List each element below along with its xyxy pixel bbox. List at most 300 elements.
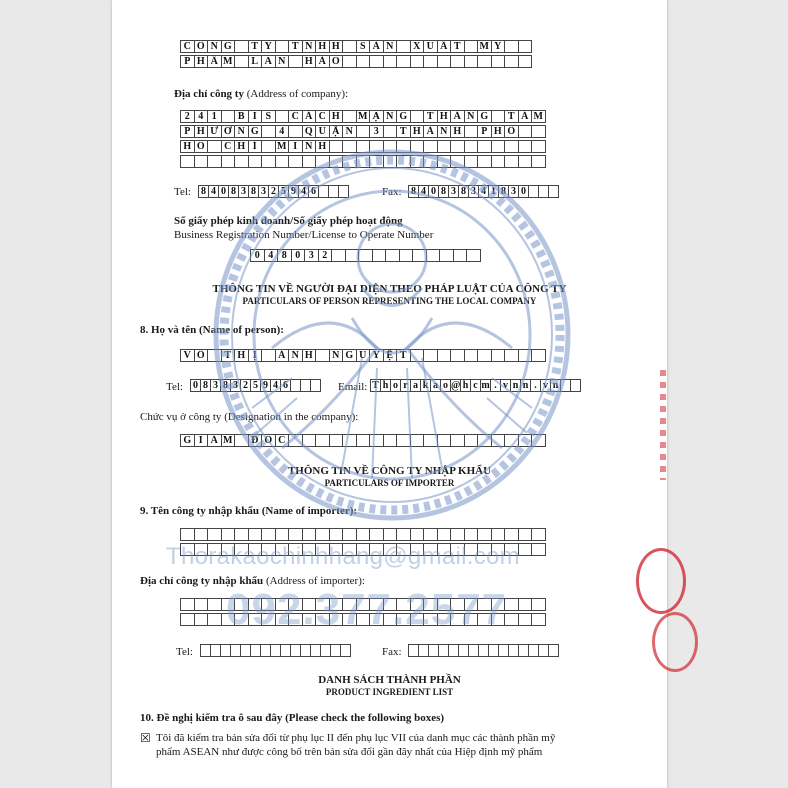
form-cell — [450, 155, 465, 168]
form-cell: V — [180, 349, 195, 362]
importer-name-row-1 — [180, 528, 545, 541]
form-cell: H — [302, 55, 317, 68]
form-cell — [437, 434, 452, 447]
form-cell — [302, 528, 317, 541]
form-cell: M — [531, 110, 546, 123]
form-cell: A — [261, 55, 276, 68]
address-row-3 — [180, 140, 545, 153]
form-cell — [504, 434, 519, 447]
address-row-2 — [180, 125, 545, 138]
form-cell: Ồ — [194, 140, 209, 153]
form-cell — [315, 155, 330, 168]
form-cell: N — [342, 125, 357, 138]
address-row-1 — [180, 110, 545, 123]
form-cell: H — [180, 140, 195, 153]
form-cell: T — [504, 110, 519, 123]
form-cell — [261, 155, 276, 168]
form-cell: T — [248, 40, 263, 53]
form-cell: 4 — [275, 125, 290, 138]
form-cell — [477, 528, 492, 541]
form-cell — [491, 140, 506, 153]
form-cell: U — [356, 349, 371, 362]
form-cell — [423, 140, 438, 153]
document-page — [112, 0, 667, 788]
form-cell: 4 — [298, 185, 309, 198]
form-cell: H — [315, 140, 330, 153]
form-cell: G — [180, 434, 195, 447]
form-cell — [383, 55, 398, 68]
form-cell — [531, 613, 546, 626]
form-cell: Y — [369, 349, 384, 362]
form-cell: M — [356, 110, 371, 123]
form-cell: X — [410, 40, 425, 53]
form-cell — [464, 155, 479, 168]
form-cell: 0 — [190, 379, 201, 392]
form-cell: 2 — [240, 379, 251, 392]
form-cell: Ố — [261, 434, 276, 447]
form-cell: Í — [248, 140, 263, 153]
form-cell — [518, 598, 533, 611]
form-cell — [410, 434, 425, 447]
form-cell — [477, 349, 492, 362]
form-cell — [396, 40, 411, 53]
form-cell: 8 — [248, 185, 259, 198]
form-cell — [345, 249, 360, 262]
importer-fax-cells — [408, 644, 558, 657]
fax-cells — [408, 185, 558, 198]
form-cell: N — [383, 110, 398, 123]
form-cell: @ — [451, 380, 461, 391]
form-cell — [180, 598, 195, 611]
red-stamp-edge-icon — [660, 370, 666, 480]
form-cell: H — [329, 110, 344, 123]
form-cell: 4 — [194, 110, 209, 123]
form-cell — [261, 528, 276, 541]
form-cell — [531, 125, 546, 138]
form-cell — [369, 528, 384, 541]
form-cell — [288, 434, 303, 447]
form-cell: M — [275, 140, 290, 153]
form-cell — [342, 155, 357, 168]
form-cell — [504, 528, 519, 541]
form-cell: . — [530, 379, 541, 392]
form-cell — [356, 140, 371, 153]
form-cell — [302, 434, 317, 447]
form-cell: 4 — [264, 249, 279, 262]
form-cell: C — [275, 434, 290, 447]
form-cell: N — [207, 40, 222, 53]
form-cell: Á — [518, 110, 533, 123]
form-cell — [369, 155, 384, 168]
form-cell — [356, 434, 371, 447]
form-cell: T — [221, 349, 236, 362]
form-cell — [207, 528, 222, 541]
form-cell — [248, 155, 263, 168]
form-cell — [207, 598, 222, 611]
item-10-label: 10. Đề nghị kiểm tra ô sau đây (Please check the following boxes) — [140, 712, 445, 724]
form-cell — [477, 434, 492, 447]
form-cell — [464, 125, 479, 138]
form-cell — [464, 349, 479, 362]
form-cell: Á — [450, 110, 465, 123]
form-cell: I — [248, 110, 263, 123]
form-cell: U — [315, 125, 330, 138]
form-cell: 9 — [288, 185, 299, 198]
form-cell: Á — [302, 110, 317, 123]
form-cell: c — [470, 379, 481, 392]
form-cell: G — [396, 110, 411, 123]
representative-title-en: PARTICULARS OF PERSON REPRESENTING THE LOCAL COMPANY — [242, 296, 537, 306]
form-cell — [315, 349, 330, 362]
form-cell — [423, 155, 438, 168]
form-cell: 3 — [238, 185, 249, 198]
form-cell — [410, 140, 425, 153]
form-cell — [356, 125, 371, 138]
form-cell: m — [481, 380, 490, 391]
person-tel-label: Tel: — [166, 381, 183, 393]
form-cell — [466, 249, 481, 262]
form-cell: 8 — [220, 379, 231, 392]
form-cell: k — [420, 379, 431, 392]
form-cell — [437, 155, 452, 168]
form-cell — [531, 155, 546, 168]
form-cell: r — [400, 379, 411, 392]
form-cell: O — [329, 55, 344, 68]
form-cell — [356, 155, 371, 168]
form-cell: 0 — [518, 185, 529, 198]
importer-tel-label: Tel: — [176, 646, 193, 658]
form-cell: H — [194, 125, 209, 138]
form-cell: 8 — [408, 185, 419, 198]
form-cell: h — [380, 379, 391, 392]
importer-name-label: 9. Tên công ty nhập khẩu (Name of importer): — [140, 505, 358, 517]
form-cell — [194, 155, 209, 168]
form-cell — [412, 249, 427, 262]
form-cell — [531, 543, 546, 556]
form-cell: C — [315, 110, 330, 123]
form-cell: Ỹ — [491, 40, 506, 53]
watermark-email: Thorakaochinhhang@gmail.com — [166, 543, 520, 570]
form-cell: M — [221, 434, 236, 447]
form-cell — [437, 528, 452, 541]
form-cell: 8 — [277, 249, 292, 262]
form-cell: M — [221, 55, 236, 68]
form-cell — [302, 155, 317, 168]
form-cell: 3 — [258, 185, 269, 198]
tel-label: Tel: — [174, 186, 191, 198]
form-cell: 4 — [418, 185, 429, 198]
form-cell: M — [477, 40, 492, 53]
form-cell: Ờ — [221, 125, 236, 138]
form-cell: 5 — [250, 379, 261, 392]
form-cell: 8 — [458, 185, 469, 198]
form-cell: N — [437, 125, 452, 138]
form-cell — [518, 55, 533, 68]
form-cell: P — [180, 125, 195, 138]
form-cell — [423, 55, 438, 68]
representative-title-vi: THÔNG TIN VỀ NGƯỜI ĐẠI DIỆN THEO PHÁP LUẬT CỦA CÔNG TY — [212, 283, 567, 295]
form-cell — [491, 55, 506, 68]
form-cell: T — [370, 379, 381, 392]
form-cell — [531, 434, 546, 447]
form-cell: 3 — [508, 185, 519, 198]
form-cell — [369, 434, 384, 447]
form-cell — [234, 55, 249, 68]
form-cell — [491, 434, 506, 447]
form-cell — [383, 155, 398, 168]
form-cell: H — [315, 40, 330, 53]
form-cell — [491, 110, 506, 123]
form-cell — [464, 140, 479, 153]
person-tel-cells — [190, 379, 320, 392]
form-cell: Á — [275, 349, 290, 362]
form-cell: H — [491, 125, 506, 138]
form-cell — [410, 349, 425, 362]
form-cell — [504, 140, 519, 153]
form-cell: Q — [302, 125, 317, 138]
form-cell — [369, 55, 384, 68]
form-cell — [315, 528, 330, 541]
form-cell — [477, 155, 492, 168]
form-cell — [423, 528, 438, 541]
red-stamp-icon — [652, 612, 698, 672]
form-cell: 1 — [207, 110, 222, 123]
form-cell: v — [540, 379, 551, 392]
form-cell: B — [234, 110, 249, 123]
form-cell — [396, 434, 411, 447]
form-cell: C — [288, 110, 303, 123]
form-cell — [221, 155, 236, 168]
form-cell — [338, 185, 349, 198]
form-cell: I — [288, 140, 303, 153]
form-cell — [396, 55, 411, 68]
form-cell: N — [302, 40, 317, 53]
person-email-cells — [370, 379, 580, 392]
form-cell — [518, 528, 533, 541]
form-cell: o — [390, 379, 401, 392]
form-cell — [477, 55, 492, 68]
form-cell — [399, 249, 414, 262]
form-cell: 8 — [200, 379, 211, 392]
form-cell — [491, 349, 506, 362]
form-cell: N — [288, 349, 303, 362]
form-cell — [437, 349, 452, 362]
checked-box-icon[interactable]: ☒ — [140, 731, 151, 745]
form-cell: 0 — [428, 185, 439, 198]
form-cell — [234, 528, 249, 541]
form-cell: 4 — [270, 379, 281, 392]
form-cell: U — [423, 40, 438, 53]
form-cell — [410, 55, 425, 68]
form-cell — [340, 644, 351, 657]
form-cell: H — [437, 110, 452, 123]
form-cell: 3 — [210, 379, 221, 392]
form-cell: 8 — [438, 185, 449, 198]
form-cell — [288, 55, 303, 68]
form-cell — [221, 528, 236, 541]
ingredient-title-en: PRODUCT INGREDIENT LIST — [325, 687, 454, 697]
form-cell — [180, 613, 195, 626]
form-cell — [234, 40, 249, 53]
form-cell: L — [248, 55, 263, 68]
form-cell: Ậ — [329, 125, 344, 138]
form-cell — [450, 55, 465, 68]
form-cell: N — [275, 55, 290, 68]
form-cell — [261, 125, 276, 138]
form-cell: Ẩ — [207, 55, 222, 68]
form-cell — [261, 140, 276, 153]
form-cell — [518, 155, 533, 168]
form-cell — [383, 125, 398, 138]
person-email-label: Email: — [338, 381, 368, 393]
form-cell — [464, 434, 479, 447]
form-cell — [437, 140, 452, 153]
form-cell: G — [248, 125, 263, 138]
form-cell — [342, 140, 357, 153]
form-cell — [194, 528, 209, 541]
form-cell: 4 — [208, 185, 219, 198]
form-cell — [248, 528, 263, 541]
form-cell: C — [180, 40, 195, 53]
form-cell — [518, 40, 533, 53]
form-cell — [548, 644, 559, 657]
form-cell: G — [342, 349, 357, 362]
form-cell — [275, 110, 290, 123]
form-cell: Đ — [248, 434, 263, 447]
checkbox-text-line-1: Tôi đã kiểm tra bản sửa đổi từ phụ lục II đến phụ lục VII của danh mục các thành phần mỹ — [156, 732, 556, 744]
form-cell: 6 — [308, 185, 319, 198]
form-cell — [288, 155, 303, 168]
form-cell: H — [450, 125, 465, 138]
form-cell — [504, 155, 519, 168]
form-cell — [383, 434, 398, 447]
form-cell: N — [302, 140, 317, 153]
form-cell — [518, 125, 533, 138]
form-cell — [518, 140, 533, 153]
form-cell — [315, 434, 330, 447]
form-cell: 3 — [448, 185, 459, 198]
form-cell — [491, 528, 506, 541]
form-cell — [504, 40, 519, 53]
form-cell: T — [450, 40, 465, 53]
form-cell — [356, 55, 371, 68]
form-cell — [275, 155, 290, 168]
form-cell: I — [194, 434, 209, 447]
form-cell — [518, 349, 533, 362]
form-cell — [180, 528, 195, 541]
form-cell: n — [510, 379, 521, 392]
form-cell: H — [234, 349, 249, 362]
form-cell: T — [288, 40, 303, 53]
form-cell — [342, 40, 357, 53]
form-cell: Ệ — [383, 349, 398, 362]
form-cell — [310, 379, 321, 392]
form-cell — [329, 155, 344, 168]
form-cell: Õ — [194, 349, 209, 362]
form-cell: T — [423, 110, 438, 123]
form-cell — [369, 140, 384, 153]
form-cell — [491, 155, 506, 168]
form-cell — [234, 434, 249, 447]
ingredient-title-vi: DANH SÁCH THÀNH PHẦN — [318, 674, 461, 686]
form-cell: S — [261, 110, 276, 123]
form-cell: C — [221, 140, 236, 153]
form-cell — [450, 349, 465, 362]
form-cell — [275, 40, 290, 53]
form-cell — [207, 349, 222, 362]
form-cell: Y — [261, 40, 276, 53]
form-cell: a — [430, 379, 441, 392]
form-cell — [207, 613, 222, 626]
importer-tel-cells — [200, 644, 350, 657]
form-cell — [194, 613, 209, 626]
form-cell: Ả — [369, 40, 384, 53]
form-cell: h — [460, 379, 471, 392]
form-cell: N — [464, 110, 479, 123]
form-cell — [261, 349, 276, 362]
red-stamp-icon — [636, 548, 686, 614]
form-cell: 8 — [228, 185, 239, 198]
form-cell: N — [329, 349, 344, 362]
form-cell: 3 — [369, 125, 384, 138]
designation-label: Chức vụ ở công ty (Designation in the company): — [140, 411, 359, 423]
form-cell — [275, 528, 290, 541]
company-name-row-2 — [180, 55, 531, 68]
form-cell: H — [410, 125, 425, 138]
form-cell: Ấ — [437, 40, 452, 53]
form-cell: Ả — [315, 55, 330, 68]
form-cell: P — [180, 55, 195, 68]
form-cell: À — [423, 125, 438, 138]
form-cell — [383, 528, 398, 541]
form-cell: Ư — [207, 125, 222, 138]
form-cell: 3 — [304, 249, 319, 262]
designation-cells — [180, 434, 545, 447]
form-cell — [450, 140, 465, 153]
form-cell — [207, 140, 222, 153]
form-cell — [342, 110, 357, 123]
form-cell — [331, 249, 346, 262]
form-cell: 2 — [318, 249, 333, 262]
form-cell — [385, 249, 400, 262]
form-cell — [464, 528, 479, 541]
form-cell — [453, 249, 468, 262]
form-cell — [410, 155, 425, 168]
form-cell: 4 — [478, 185, 489, 198]
form-cell — [194, 598, 209, 611]
form-cell — [410, 110, 425, 123]
form-cell: Ô — [194, 40, 209, 53]
form-cell — [372, 249, 387, 262]
form-cell — [329, 528, 344, 541]
form-cell: N — [234, 125, 249, 138]
form-cell — [329, 434, 344, 447]
form-cell: P — [477, 125, 492, 138]
form-cell: 8 — [198, 185, 209, 198]
form-cell — [450, 434, 465, 447]
person-name-label: 8. Họ và tên (Name of person): — [140, 324, 284, 336]
checkbox-text-line-2: phẩm ASEAN như được công bố trên bản sửa đổi gần đây nhất của Hiệp định mỹ phẩm — [156, 746, 543, 758]
form-cell: n — [520, 379, 531, 392]
form-cell: v — [500, 379, 511, 392]
form-cell: Ị — [248, 349, 263, 362]
importer-fax-label: Fax: — [382, 646, 402, 658]
form-cell — [531, 598, 546, 611]
form-cell — [504, 349, 519, 362]
form-cell — [531, 140, 546, 153]
form-cell: T — [396, 349, 411, 362]
form-cell — [180, 155, 195, 168]
